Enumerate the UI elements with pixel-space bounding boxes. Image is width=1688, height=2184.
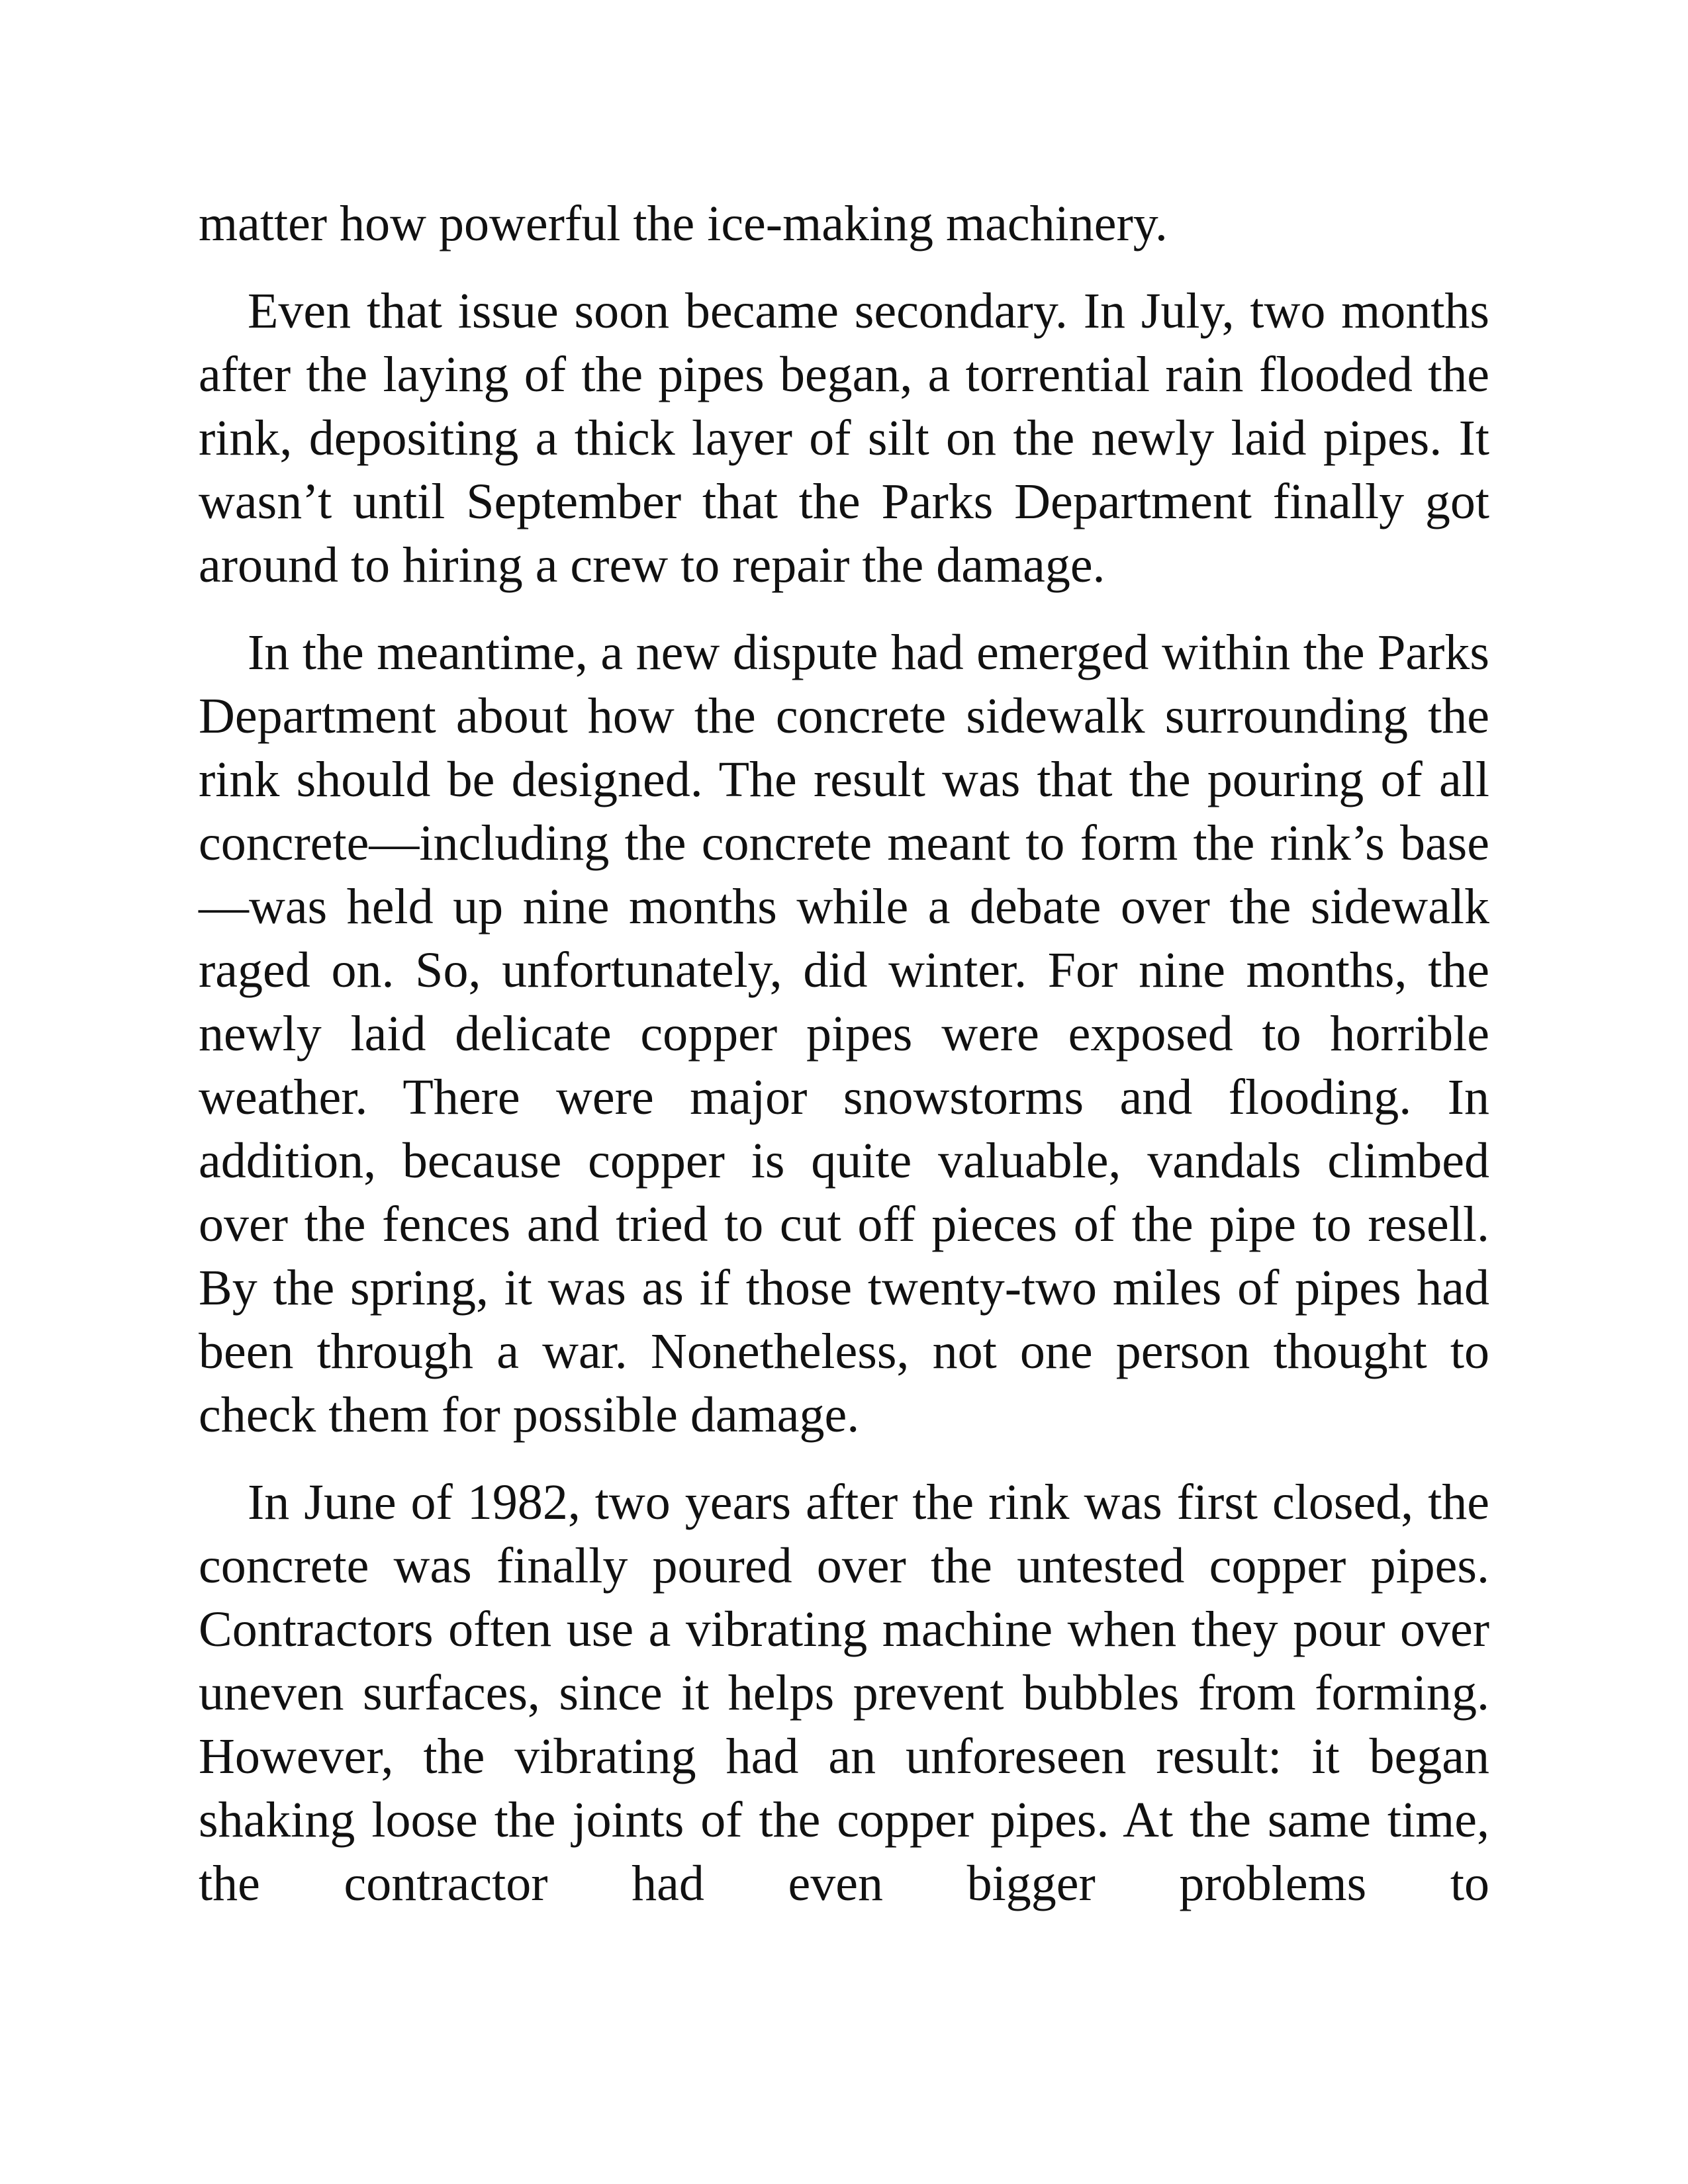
paragraph-concrete-poured: In June of 1982, two years after the rink was first closed, the concrete was finally poured over the untested copper pipes. Contractors often use a vibrating machine when they pour over uneven surfaces, since it helps prevent bubbles from forming. However, the vibrating had an unforeseen result: it began shaking loose the joints of the copper pipes. At the same time, the contractor had even bigger problems to — [199, 1475, 1489, 1911]
paragraph-flood: Even that issue soon became secondary. In July, two months after the laying of the pipes began, a torrential rain flooded the rink, depositing a thick layer of silt on the newly laid pipes. It wasn’t until September that the Parks Department finally got around to hiring a crew to repair the damage. — [199, 283, 1489, 593]
paragraph-continuation: matter how powerful the ice-making machinery. — [199, 196, 1168, 251]
body-text — [199, 192, 1489, 1939]
paragraph-sidewalk-dispute: In the meantime, a new dispute had emerged within the Parks Department about how the concrete sidewalk surrounding the rink should be designed. The result was that the pouring of all concrete—including the concrete meant to form the rink’s base—was held up nine months while a debate over the sidewalk raged on. So, unfortunately, did winter. For nine months, the newly laid delicate copper pipes were exposed to horrible weather. There were major snowstorms and flooding. In addition, because copper is quite valuable, vandals climbed over the fences and tried to cut off pieces of the pipe to resell. By the spring, it was as if those twenty-two miles of pipes had been through a war. Nonetheless, not one person thought to check them for possible damage. — [199, 625, 1489, 1443]
